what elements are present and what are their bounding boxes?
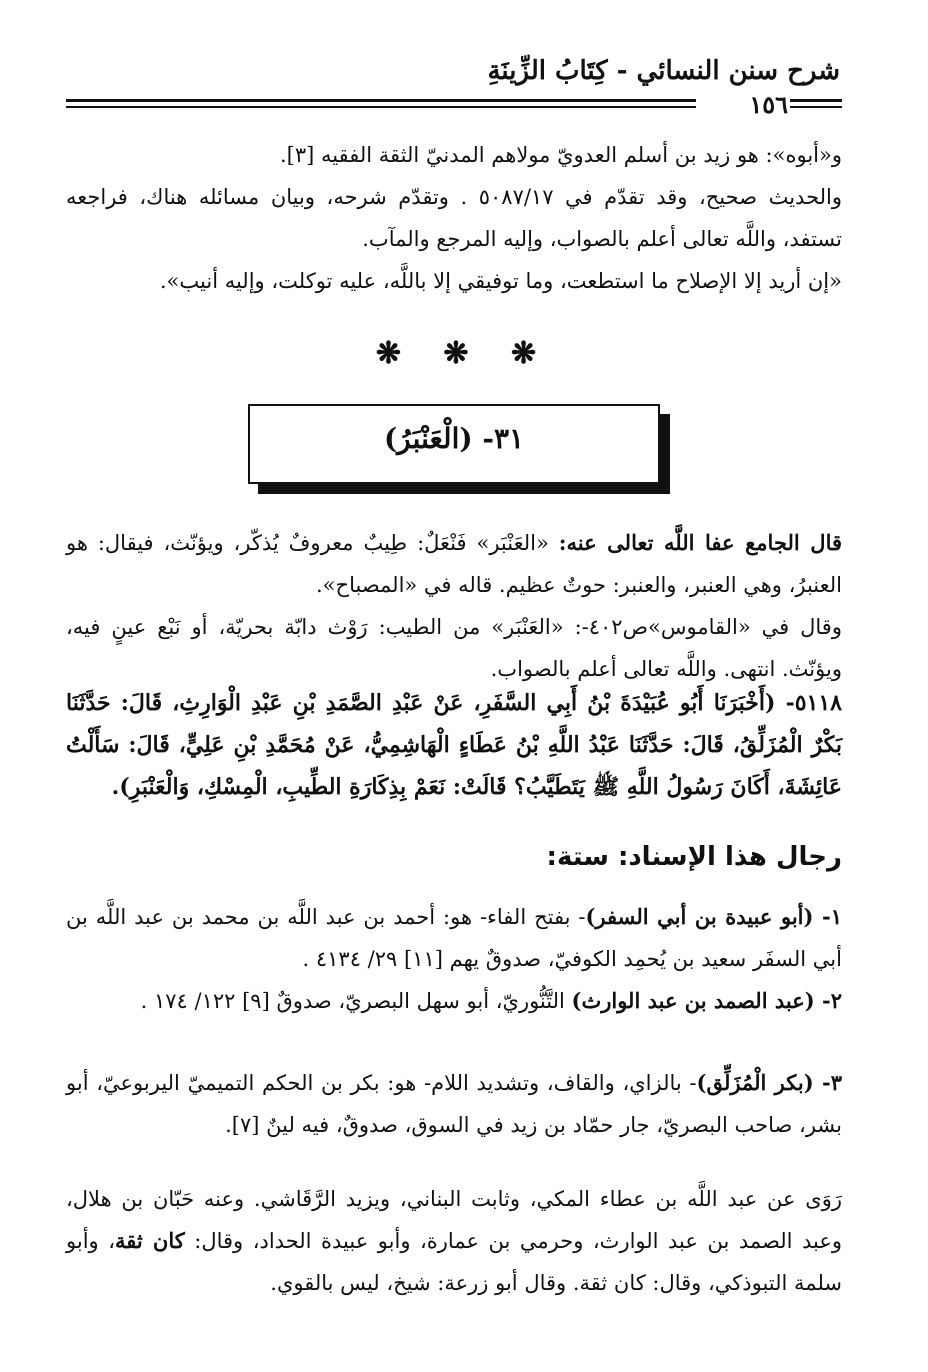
narrator-3-more bbox=[66, 1178, 842, 1304]
narrator-1-details: - بفتح الفاء- هو: أحمد بن عبد اللَّه بن محمد بن عبد اللَّه بن أبي السفَر سعيد بن يُحمِد الكوفيّ، صدوقٌ يهم [١١] ٢٩/ ٤١٣٤ . bbox=[66, 905, 842, 971]
commentary-text: «العَنْبَر» فَنْعَلٌ: طِيبٌ معروفٌ يُذكّر، ويؤنّث، فيقال: هو العنبرُ، وهي العنبر، والعنبر: حوتٌ عظيم. قاله في «المصباح». bbox=[66, 531, 842, 597]
commentary-paragraph-2: وقال في «القاموس»ص٤٠٢-: «العَنْبَر» من الطيب: رَوْث دابّة بحريّة، أو نَبْع عينٍ فيه، ويؤنّث. انتهى. واللَّه تعالى أعلم بالصواب. bbox=[66, 615, 842, 681]
narrator-1 bbox=[66, 896, 842, 980]
page-number: ١٥٦ bbox=[749, 90, 788, 119]
narrator-2 bbox=[66, 980, 842, 1022]
narrator-3-more-bold: كان ثقة bbox=[115, 1228, 185, 1253]
section-separator: ❋ ❋ ❋ bbox=[375, 336, 553, 371]
narrator-2-name: ٢- (عبد الصمد بن عبد الوارث) bbox=[571, 988, 842, 1013]
running-title: شرح سنن النسائي - كِتَابُ الزِّينَةِ bbox=[487, 56, 840, 86]
hadith-text: ٥١١٨- (أَخْبَرَنَا أَبُو عُبَيْدَةَ بْنُ أَبِي السَّفَرِ، عَنْ عَبْدِ الصَّمَدِ بْنِ عَبْدِ الْوَارِثِ، قَالَ: حَدَّثَنَا بَكْرٌ الْمُزَلِّقُ، قَالَ: حَدَّثَنَا عَبْدُ اللَّهِ بْنُ عَطَاءٍ الْهَاشِمِيُّ، عَنْ مُحَمَّدِ بْنِ عَلِيٍّ، قَالَ: سَأَلْتُ عَائِشَةَ، أَكَانَ رَسُولُ اللَّهِ ﷺ يَتَطَيَّبُ؟ قَالَتْ: نَعَمْ بِذِكَارَةِ الطِّيبِ، الْمِسْكِ، وَالْعَنْبَرِ). bbox=[66, 690, 842, 800]
narrator-2-details: التَّنُّوريّ، أبو سهل البصريّ، صدوقٌ [٩] ١٢٢/ ١٧٤ . bbox=[140, 989, 572, 1013]
narrators-heading: رجال هذا الإسناد: ستة: bbox=[546, 842, 842, 872]
narrator-1-name: ١- (أبو عبيدة بن أبي السفر) bbox=[585, 904, 842, 929]
page-number-rule-top bbox=[790, 99, 842, 102]
narrator-3-more-text-c: ، وأبو سلمة التبوذكي، وقال: كان ثقة. وقال أبو زرعة: شيخ، ليس بالقوي. bbox=[66, 1229, 842, 1295]
commentary-lead: قال الجامع عفا اللَّه تعالى عنه: bbox=[558, 530, 843, 555]
header-rule-top bbox=[66, 99, 696, 102]
narrator-3-name: ٣- (بكر الْمُزَلِّق) bbox=[696, 1070, 842, 1095]
intro-paragraph-1: و«أبوه»: هو زيد بن أسلم العدويّ مولاهم المدنيّ الثقة الفقيه [٣]. bbox=[279, 143, 842, 167]
narrator-3 bbox=[66, 1062, 842, 1146]
chapter-title: ٣١- (الْعَنْبَرُ) bbox=[383, 422, 525, 455]
chapter-title-box bbox=[248, 404, 660, 484]
commentary-paragraph-1 bbox=[66, 522, 842, 606]
page-number-rule-bottom bbox=[790, 106, 842, 108]
narrator-3-more-text-a: رَوَى عن عبد اللَّه بن عطاء المكي، وثابت البناني، ويزيد الرَّقَاشي. وعنه حَبّان بن هلال، وعبد الصمد بن عبد الوارث، وحرمي بن عمارة، وأبو عبيدة الحداد، وقال: bbox=[66, 1187, 843, 1253]
header-rule-bottom bbox=[66, 106, 696, 108]
narrator-3-details: - بالزاي، والقاف، وتشديد اللام- هو: بكر بن الحكم التميميّ اليربوعيّ، أبو بشر، صاحب البصريّ، جار حمّاد بن زيد في السوق، صدوقٌ، فيه لينٌ [٧]. bbox=[66, 1071, 842, 1137]
closing-quote-paragraph: «إن أريد إلا الإصلاح ما استطعت، وما توفيقي إلا باللَّه، عليه توكلت، وإليه أنيب». bbox=[159, 269, 842, 293]
intro-paragraph-2: والحديث صحيح، وقد تقدّم في ٥٠٨٧/١٧ . وتقدّم شرحه، وبيان مسائله هناك، فراجعه تستفد، واللَّه تعالى أعلم بالصواب، وإليه المرجع والمآب. bbox=[66, 185, 843, 251]
